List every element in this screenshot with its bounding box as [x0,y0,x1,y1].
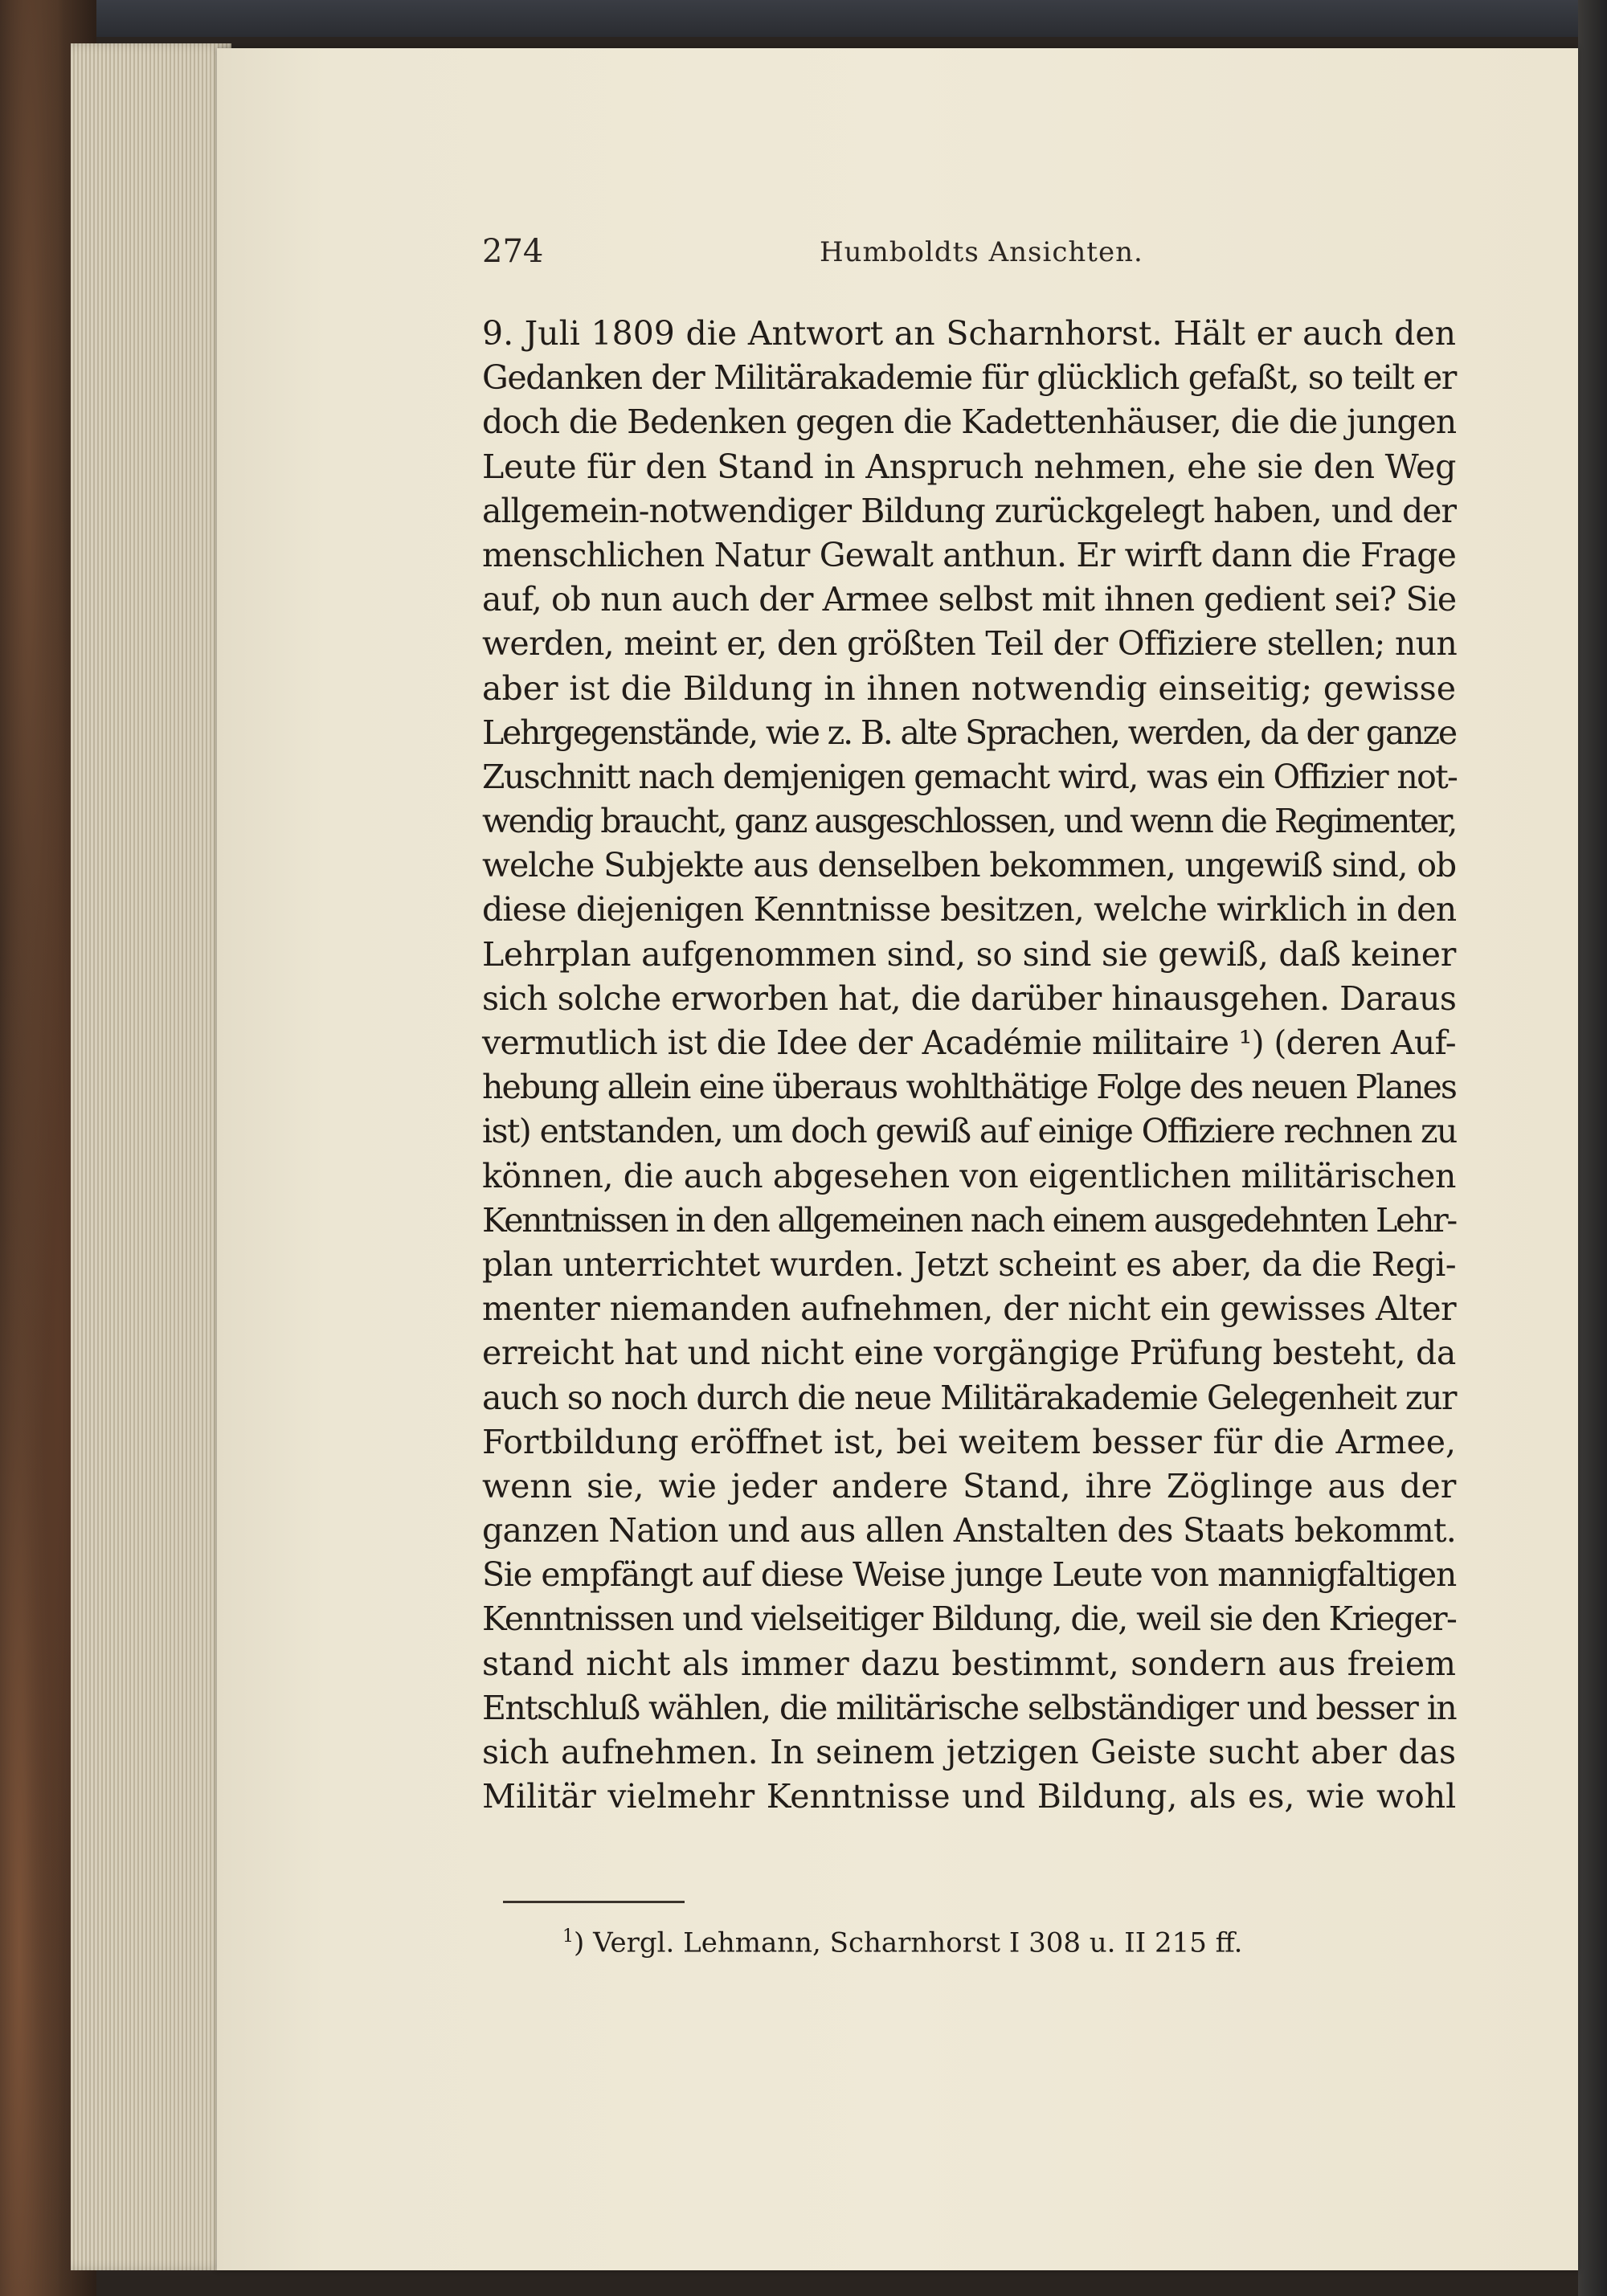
text-line: stand nicht als immer dazu bestimmt, sondern aus freiem [482,1644,1456,1683]
text-line: menschlichen Natur Gewalt anthun. Er wirft dann die Frage [482,535,1457,574]
text-line: vermutlich ist die Idee der Académie militaire ¹) (deren Auf- [482,1023,1456,1062]
text-line: Lehrplan aufgenommen sind, so sind sie gewiß, daß keiner [482,934,1456,974]
footnote-text: ) Vergl. Lehmann, Scharnhorst I 308 u. II 215 ff. [574,1926,1243,1959]
text-line: Zuschnitt nach demjenigen gemacht wird, was ein Offizier not- [482,757,1458,796]
text-line: wenn sie, wie jeder andere Stand, ihre Zöglinge aus der [482,1466,1457,1505]
text-line: hebung allein eine überaus wohlthätige Folge des neuen Planes [482,1068,1456,1107]
text-line: plan unterrichtet wurden. Jetzt scheint es aber, da die Regi- [482,1244,1456,1284]
text-line: Sie empfängt auf diese Weise junge Leute von mannigfaltigen [482,1555,1456,1595]
text-line: auf, ob nun auch der Armee selbst mit ihnen gedient sei? Sie [482,580,1457,619]
text-line: ganzen Nation und aus allen Anstalten des Staats bekommt. [482,1511,1456,1550]
footnote-marker: 1 [562,1926,574,1947]
text-line: sich solche erworben hat, die darüber hinausgehen. Daraus [482,978,1457,1018]
text-line: wendig braucht, ganz ausgeschlossen, und wenn die Regimenter, [482,802,1457,841]
text-line: 9. Juli 1809 die Antwort an Scharnhorst. Hält er auch den [482,314,1456,353]
text-line: ist) entstanden, um doch gewiß auf einige Offiziere rechnen zu [482,1112,1457,1151]
text-line: welche Subjekte aus denselben bekommen, ungewiß sind, ob [482,846,1456,885]
footnote [562,1926,1242,1959]
text-line: auch so noch durch die neue Militärakademie Gelegenheit zur [482,1378,1456,1417]
text-line: Leute für den Stand in Anspruch nehmen, ehe sie den Weg [482,447,1457,486]
text-line: Militär vielmehr Kenntnisse und Bildung, als es, wie wohl [482,1777,1457,1816]
page-header [482,233,1430,281]
text-line: werden, meint er, den größten Teil der Offiziere stellen; nun [482,624,1458,664]
text-line: Kenntnissen und vielseitiger Bildung, die, weil sie den Krieger- [482,1599,1457,1639]
book-cover-top [0,0,1607,37]
text-line: Fortbildung eröffnet ist, bei weitem besser für die Armee, [482,1422,1457,1461]
text-line: doch die Bedenken gegen die Kadettenhäuser, die die jungen [482,402,1456,442]
text-line: Entschluß wählen, die militärische selbständiger und besser in [482,1688,1456,1727]
text-line: Kenntnissen in den allgemeinen nach einem ausgedehnten Lehr- [482,1200,1456,1240]
text-line: menter niemanden aufnehmen, der nicht ein gewisses Alter [482,1289,1456,1329]
text-line: sich aufnehmen. In seinem jetzigen Geiste sucht aber das [482,1733,1456,1771]
book-cover-right [1578,0,1607,2296]
footnote-rule [503,1901,685,1903]
text-line: Gedanken der Militärakademie für glücklich gefaßt, so teilt er [482,358,1456,398]
text-line: können, die auch abgesehen von eigentlichen militärischen [482,1156,1456,1195]
text-line: erreicht hat und nicht eine vorgängige Prüfung besteht, da [482,1334,1456,1373]
body-text [482,312,1456,1819]
page-edges [71,43,231,2270]
text-line: allgemein-notwendiger Bildung zurückgelegt haben, und der [482,491,1456,530]
text-line: diese diejenigen Kenntnisse besitzen, welche wirklich in den [482,890,1457,929]
text-line: aber ist die Bildung in ihnen notwendig einseitig; gewisse [482,668,1456,708]
running-head: Humboldts Ansichten. [820,236,1143,268]
text-line: Lehrgegenstände, wie z. B. alte Sprachen, werden, da der ganze [482,713,1456,752]
page-number: 274 [482,233,544,270]
